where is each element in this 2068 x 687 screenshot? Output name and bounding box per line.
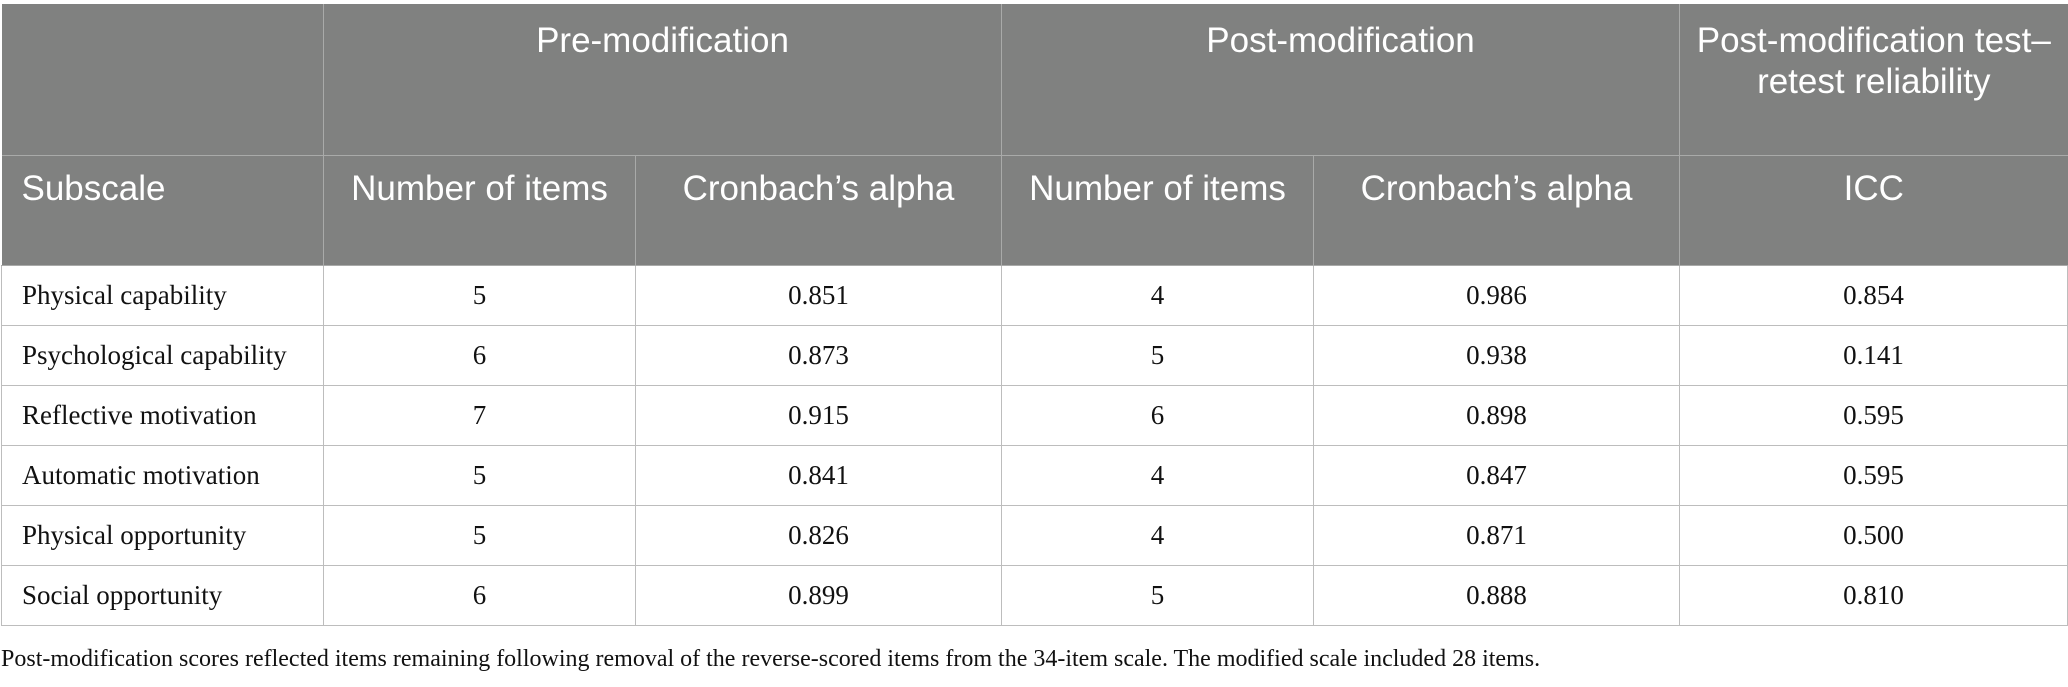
- header-group-post-modification: Post-modification: [1002, 4, 1680, 155]
- cell-pre-items: 6: [324, 565, 636, 625]
- cell-subscale: Social opportunity: [2, 565, 324, 625]
- cell-pre-alpha: 0.915: [636, 385, 1002, 445]
- table-row: [2, 385, 2068, 445]
- cell-subscale: Physical capability: [2, 265, 324, 325]
- header-pre-cronbach-alpha: Cronbach’s alpha: [636, 155, 1002, 265]
- header-group-row: [2, 4, 2068, 155]
- cell-pre-items: 5: [324, 445, 636, 505]
- cell-pre-items: 5: [324, 265, 636, 325]
- table-header: [2, 4, 2068, 265]
- header-group-test-retest: Post-modification test–retest reliability: [1680, 4, 2068, 155]
- cell-pre-items: 5: [324, 505, 636, 565]
- header-column-row: [2, 155, 2068, 265]
- cell-post-alpha: 0.888: [1314, 565, 1680, 625]
- cell-icc: 0.810: [1680, 565, 2068, 625]
- cell-subscale: Reflective motivation: [2, 385, 324, 445]
- header-post-number-of-items: Number of items: [1002, 155, 1314, 265]
- table-body: [2, 265, 2068, 625]
- cell-pre-alpha: 0.841: [636, 445, 1002, 505]
- cell-pre-items: 6: [324, 325, 636, 385]
- cell-subscale: Automatic motivation: [2, 445, 324, 505]
- header-pre-number-of-items: Number of items: [324, 155, 636, 265]
- table-row: [2, 445, 2068, 505]
- header-post-cronbach-alpha: Cronbach’s alpha: [1314, 155, 1680, 265]
- cell-pre-alpha: 0.899: [636, 565, 1002, 625]
- table-row: [2, 265, 2068, 325]
- cell-post-alpha: 0.871: [1314, 505, 1680, 565]
- cell-subscale: Physical opportunity: [2, 505, 324, 565]
- cell-post-items: 6: [1002, 385, 1314, 445]
- cell-pre-alpha: 0.826: [636, 505, 1002, 565]
- cell-subscale: Psychological capability: [2, 325, 324, 385]
- header-icc: ICC: [1680, 155, 2068, 265]
- cell-icc: 0.854: [1680, 265, 2068, 325]
- table-row: [2, 505, 2068, 565]
- cell-post-items: 4: [1002, 445, 1314, 505]
- reliability-table: [1, 4, 2068, 626]
- header-group-pre-modification: Pre-modification: [324, 4, 1002, 155]
- cell-icc: 0.595: [1680, 385, 2068, 445]
- cell-post-items: 5: [1002, 565, 1314, 625]
- table-container: [0, 4, 2068, 626]
- table-row: [2, 565, 2068, 625]
- cell-pre-alpha: 0.851: [636, 265, 1002, 325]
- cell-post-items: 4: [1002, 265, 1314, 325]
- cell-pre-alpha: 0.873: [636, 325, 1002, 385]
- cell-icc: 0.500: [1680, 505, 2068, 565]
- cell-pre-items: 7: [324, 385, 636, 445]
- header-subscale: Subscale: [2, 155, 324, 265]
- cell-icc: 0.595: [1680, 445, 2068, 505]
- cell-icc: 0.141: [1680, 325, 2068, 385]
- cell-post-alpha: 0.847: [1314, 445, 1680, 505]
- cell-post-items: 4: [1002, 505, 1314, 565]
- header-blank-cell: [2, 4, 324, 155]
- cell-post-alpha: 0.898: [1314, 385, 1680, 445]
- cell-post-items: 5: [1002, 325, 1314, 385]
- cell-post-alpha: 0.986: [1314, 265, 1680, 325]
- table-footnote: Post-modification scores reflected items remaining following removal of the reverse-scored items from the 34-item scale. The modified scale included 28 items.: [1, 646, 1541, 672]
- cell-post-alpha: 0.938: [1314, 325, 1680, 385]
- table-row: [2, 325, 2068, 385]
